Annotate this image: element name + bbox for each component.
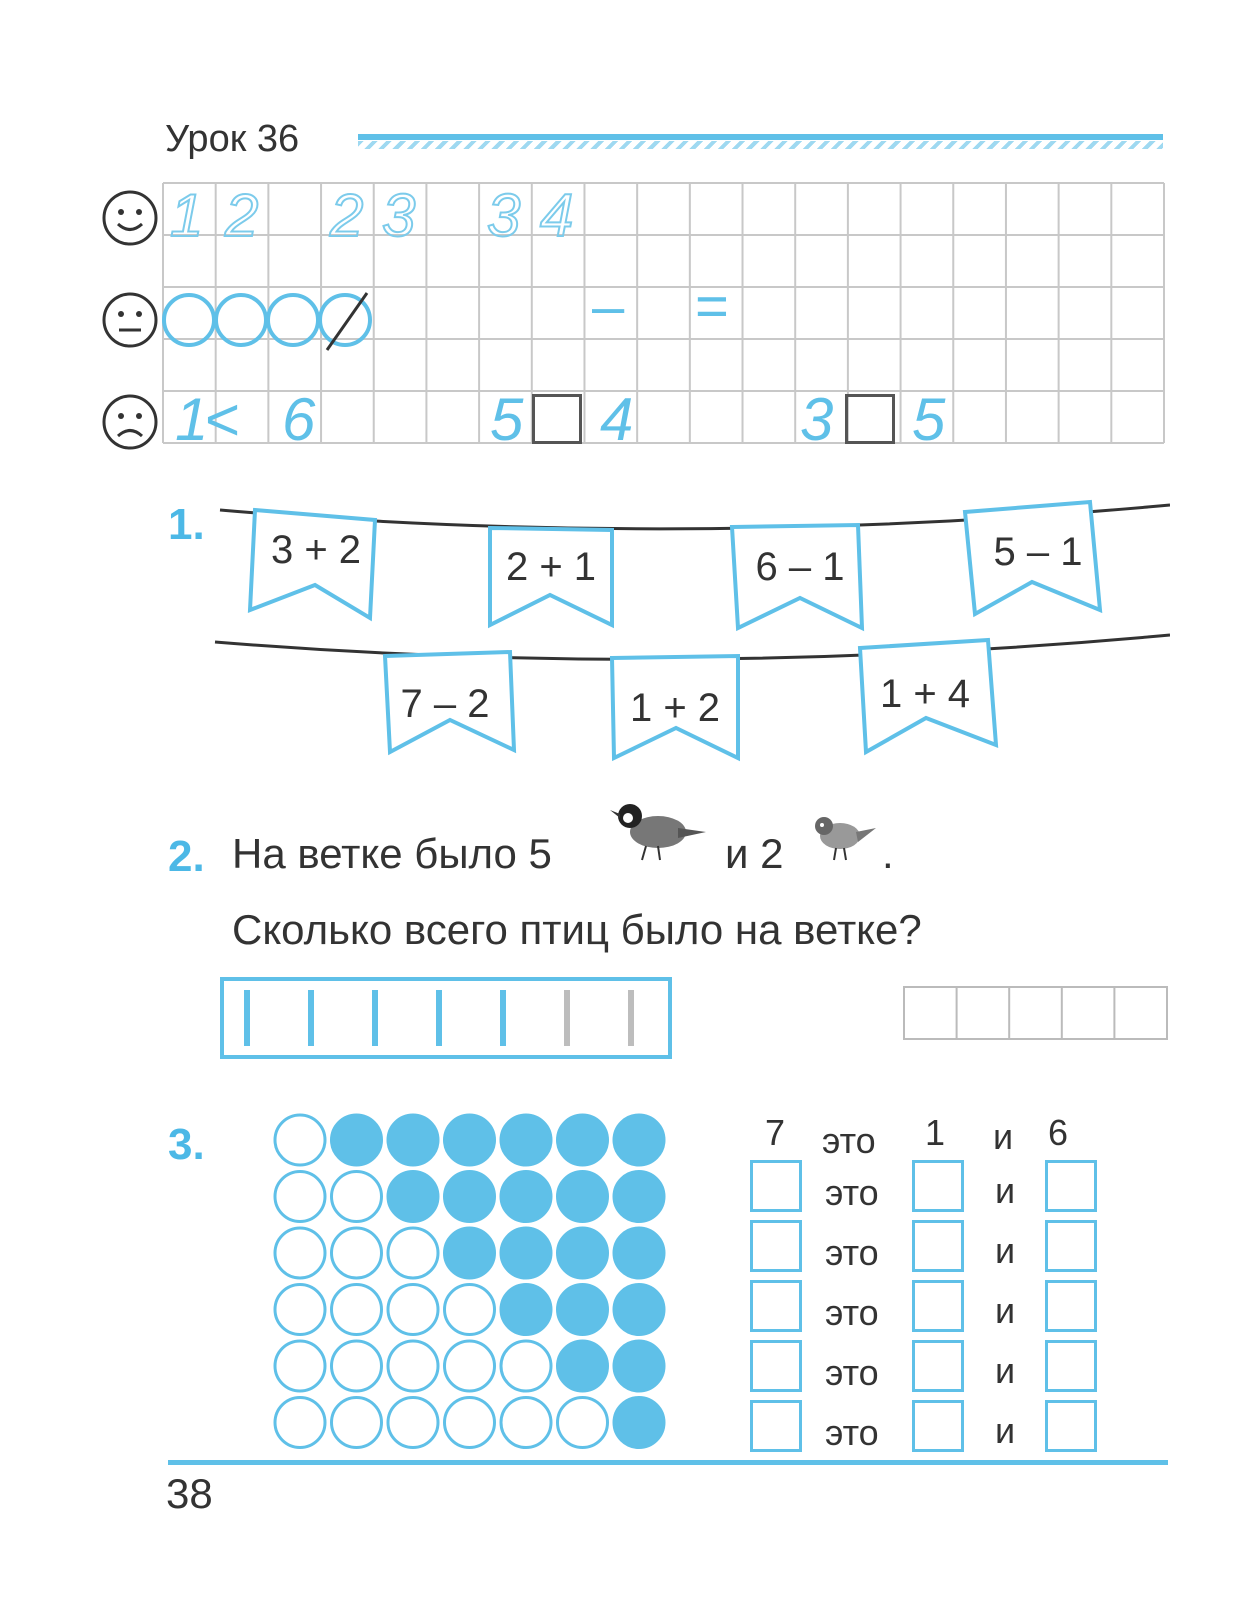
filled-dot [501,1285,551,1335]
filled-dot [445,1228,495,1278]
empty-dot [275,1228,325,1278]
empty-dot [501,1341,551,1391]
sparrow-bird-icon [808,810,878,862]
compare-b3: 5 [912,386,946,453]
flag-expression: 2 + 1 [505,545,597,589]
filled-dot [445,1115,495,1165]
compare-sign1: < [205,386,241,453]
empty-dot [332,1228,382,1278]
answer-box[interactable] [750,1340,802,1392]
compare-b1: 6 [282,386,316,453]
equals-sign: = [695,274,729,339]
row-word: это [825,1172,879,1213]
row-and: и [995,1350,1016,1391]
flag-expression: 1 + 2 [629,686,721,730]
dotted-digit: 2 [330,182,364,249]
row-word: это [825,1352,879,1393]
empty-dot [388,1341,438,1391]
empty-dot [275,1115,325,1165]
empty-dot [388,1285,438,1335]
compare-a3: 3 [800,386,834,453]
empty-dot [388,1398,438,1448]
empty-dot [275,1341,325,1391]
row-word: это [825,1412,879,1453]
task2-text-b: и 2 [725,830,784,877]
compare-a1: 1 [175,386,209,453]
task2-text-c: . [882,830,894,877]
empty-dot [445,1285,495,1335]
compare-answer-box[interactable] [532,394,582,444]
row-and: и [995,1410,1016,1451]
answer-box[interactable] [912,1160,964,1212]
task2-number: 2. [168,832,205,881]
filled-dot [614,1172,664,1222]
empty-dot [275,1172,325,1222]
empty-dot [275,1285,325,1335]
empty-dot [558,1398,608,1448]
row-and: и [995,1230,1016,1271]
filled-dot [501,1228,551,1278]
filled-dot [614,1115,664,1165]
example-b: 6 [1048,1112,1069,1153]
empty-dot [445,1398,495,1448]
empty-dot [501,1398,551,1448]
filled-dot [388,1115,438,1165]
answer-box[interactable] [750,1160,802,1212]
filled-dot [558,1341,608,1391]
filled-dot [558,1172,608,1222]
filled-dot [501,1172,551,1222]
counting-sticks [224,980,668,1056]
dotted-digit: 1 [170,182,204,249]
compare-b2: 4 [600,386,634,453]
dotted-digit: 4 [540,182,574,249]
example-word: это [822,1120,876,1161]
header-rule-pattern [358,141,1163,149]
empty-dot [332,1398,382,1448]
header-rule [358,134,1163,140]
answer-box[interactable] [1045,1220,1097,1272]
answer-box[interactable] [912,1340,964,1392]
filled-dot [501,1115,551,1165]
compare-a2: 5 [490,386,524,453]
happy-face-icon [100,188,160,248]
footer-rule [168,1460,1168,1465]
example-a: 1 [925,1112,946,1153]
lesson-number: 36 [256,118,300,160]
filled-dot [614,1228,664,1278]
answer-box[interactable] [912,1220,964,1272]
row2-circles [162,290,382,356]
page-number: 38 [166,1470,213,1517]
dotted-digit: 3 [487,182,521,249]
answer-box[interactable] [750,1280,802,1332]
row-and: и [995,1290,1016,1331]
minus-sign: – [592,274,625,339]
empty-dot [445,1341,495,1391]
lesson-title [165,118,299,161]
row-word: это [825,1292,879,1333]
filled-dot [614,1285,664,1335]
filled-dot [614,1398,664,1448]
compare-answer-box[interactable] [845,394,895,444]
lesson-word: Урок [165,118,247,160]
filled-dot [558,1285,608,1335]
flag-expression: 5 – 1 [993,530,1083,574]
neutral-face-icon [100,290,160,350]
flag-expression: 3 + 2 [270,528,362,572]
empty-dot [332,1285,382,1335]
empty-dot [275,1398,325,1448]
filled-dot [332,1115,382,1165]
sad-face-icon [100,392,160,452]
row-and: и [995,1170,1016,1211]
dotted-digit: 3 [382,182,416,249]
answer-cells[interactable] [903,986,1168,1040]
task2-question: Сколько всего птиц было на ветке? [232,906,922,953]
task3-number: 3. [168,1120,205,1169]
filled-dot [388,1172,438,1222]
answer-box[interactable] [750,1400,802,1452]
empty-dot [388,1228,438,1278]
answer-box[interactable] [1045,1280,1097,1332]
dotted-digit: 2 [225,182,259,249]
dot-pattern [272,1112,668,1452]
flag-expression: 7 – 2 [400,682,490,726]
filled-dot [558,1228,608,1278]
flag-expression: 1 + 4 [879,672,971,716]
row-word: это [825,1232,879,1273]
example-n: 7 [765,1112,786,1153]
answer-box[interactable] [912,1400,964,1452]
answer-box[interactable] [1045,1400,1097,1452]
answer-box[interactable] [1045,1340,1097,1392]
filled-dot [445,1172,495,1222]
filled-dot [558,1115,608,1165]
example-and: и [993,1116,1014,1157]
answer-box[interactable] [1045,1160,1097,1212]
empty-dot [332,1172,382,1222]
empty-dot [332,1341,382,1391]
tit-bird-icon [608,796,708,868]
filled-dot [614,1341,664,1391]
task1-number: 1. [168,500,205,549]
answer-box[interactable] [750,1220,802,1272]
answer-box[interactable] [912,1280,964,1332]
task2-text-a: На ветке было 5 [232,830,552,877]
flag-expression: 6 – 1 [755,545,845,589]
